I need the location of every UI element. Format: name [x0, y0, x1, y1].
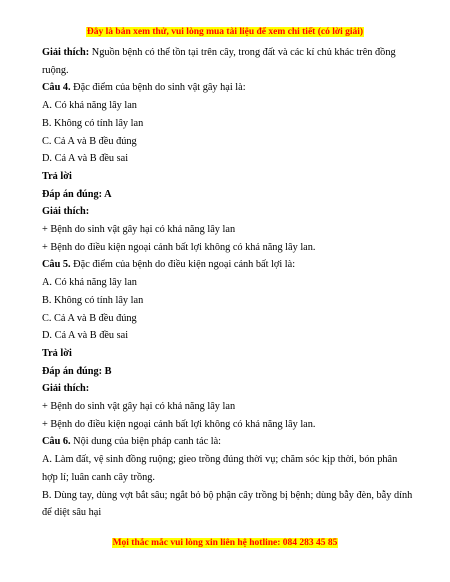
hotline-banner-text: Mọi thắc mắc vui lòng xin liên hệ hotline: 084 283 45 85 [112, 538, 338, 548]
q5-answer-heading: Trả lời [42, 347, 72, 359]
document-body [42, 44, 414, 522]
q4-option-d: D. Cả A và B đều sai [42, 153, 129, 165]
question-number: Câu 6. [42, 436, 71, 448]
question-number: Câu 5. [42, 259, 71, 271]
q4-option-b: B. Không có tính lây lan [42, 117, 144, 129]
explanation-label: Giải thích: [42, 47, 90, 58]
hotline-banner [0, 537, 450, 549]
q5-explanation-2: + Bệnh do điều kiện ngoại cảnh bất lợi không có khả năng lây lan. [42, 418, 316, 430]
q4-answer-heading: Trả lời [42, 170, 72, 182]
q6-option-b: B. Dùng tay, dùng vợt bắt sâu; ngắt bỏ bộ phận cây trồng bị bệnh; dùng bẫy đèn, bẫy dính để diệt sâu hại [42, 489, 413, 519]
question-text: Đặc điểm của bệnh do điều kiện ngoại cảnh bất lợi là: [70, 259, 296, 271]
question-number: Câu 4. [42, 82, 71, 94]
q5-explanation-1: + Bệnh do sinh vật gây hại có khả năng lây lan [42, 401, 236, 413]
q4-explanation-2: + Bệnh do điều kiện ngoại cảnh bất lợi không có khả năng lây lan. [42, 241, 316, 253]
question-text: Nội dung của biện pháp canh tác là: [70, 436, 222, 448]
question-4 [42, 79, 414, 97]
preview-banner-text: Đây là bản xem thử, vui lòng mua tài liệu để xem chi tiết (có lời giải) [86, 27, 364, 37]
intro-explanation [42, 44, 414, 79]
question-text: Đặc điểm của bệnh do sinh vật gây hại là: [70, 82, 246, 94]
q5-option-c: C. Cả A và B đều đúng [42, 312, 137, 324]
question-5 [42, 256, 414, 274]
q5-option-b: B. Không có tính lây lan [42, 294, 144, 306]
q4-option-c: C. Cả A và B đều đúng [42, 135, 137, 147]
q6-option-a: A. Làm đất, vệ sinh đồng ruộng; gieo trồng đúng thời vụ; chăm sóc kịp thời, bón phân hợp lí; luân canh cây trồng. [42, 454, 398, 483]
q4-explanation-1: + Bệnh do sinh vật gây hại có khả năng lây lan [42, 224, 236, 236]
q4-correct-answer: Đáp án đúng: A [42, 188, 112, 200]
preview-banner [0, 26, 450, 38]
explanation-text: Nguồn bệnh có thể tồn tại trên cây, trong đất và các kí chủ khác trên đồng ruộng. [42, 47, 396, 76]
question-6 [42, 433, 414, 451]
q5-option-d: D. Cả A và B đều sai [42, 330, 129, 342]
q4-explanation-label: Giải thích: [42, 206, 90, 218]
q5-explanation-label: Giải thích: [42, 383, 90, 395]
q4-option-a: A. Có khả năng lây lan [42, 100, 137, 112]
q5-option-a: A. Có khả năng lây lan [42, 277, 137, 289]
q5-correct-answer: Đáp án đúng: B [42, 365, 112, 377]
